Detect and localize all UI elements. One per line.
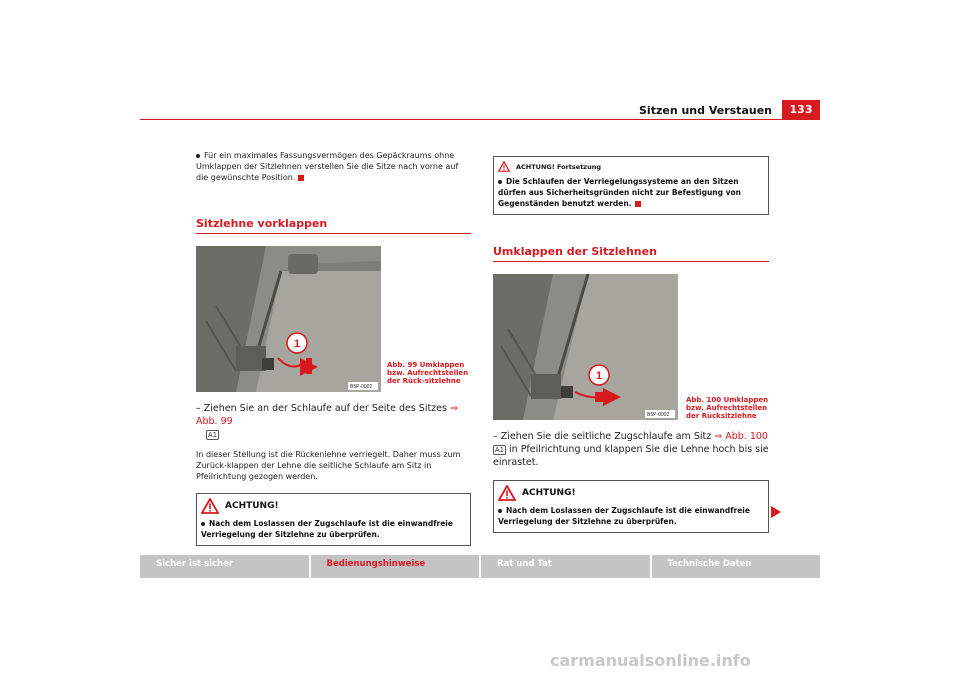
page-header: [140, 100, 820, 120]
figure-100-image: [493, 274, 678, 420]
warning-box-continued: [493, 156, 769, 215]
tab-bedienungshinweise[interactable]: Bedienungshinweise: [311, 555, 480, 578]
tab-sicher-ist-sicher[interactable]: Sicher ist sicher: [140, 555, 309, 578]
right-column: [493, 156, 769, 533]
figure-100-link[interactable]: Abb. 100: [725, 431, 768, 442]
intro-paragraph: [196, 150, 471, 183]
footer-nav: [140, 555, 820, 578]
continue-arrow-icon: [771, 506, 781, 518]
ref-arrow: ⇒: [449, 403, 458, 414]
warning-box-right: [493, 480, 769, 533]
figure-99-caption: Abb. 99 Umklappen bzw. Aufrechtstellen der Rück-sitzlehne: [387, 361, 469, 385]
section-heading-umklappen: Umklappen der Sitzlehnen: [493, 245, 769, 262]
svg-text:1: 1: [293, 338, 301, 350]
tab-technische-daten[interactable]: Technische Daten: [652, 555, 821, 578]
warning-text: Nach dem Loslassen der Zugschlaufe ist die einwandfreie Verriegelung der Sitzlehne zu überprüfen.: [201, 519, 453, 539]
end-mark-icon: [635, 201, 641, 207]
lock-paragraph: In dieser Stellung ist die Rückenlehne verriegelt. Daher muss zum Zurück-klappen der Lehne die seitliche Schlaufe am Sitz in Pfeilrichtung gezogen werden.: [196, 450, 461, 481]
page-title: Sitzen und Verstauen: [639, 104, 772, 117]
figure-99-image: [196, 246, 381, 392]
bullet-icon: [498, 180, 502, 184]
ref-arrow: ⇒: [714, 431, 723, 442]
step-pull-loop: – Ziehen Sie an der Schlaufe auf der Seite des Sitzes ⇒ Abb. 99 A1: [196, 403, 458, 439]
badge-a1: A1: [207, 430, 218, 439]
left-column: [196, 150, 471, 546]
page-number: 133: [782, 100, 820, 120]
warning-text: Nach dem Loslassen der Zugschlaufe ist die einwandfreie Verriegelung der Sitzlehne zu überprüfen.: [498, 506, 750, 526]
end-mark-icon: [298, 175, 304, 181]
bullet-icon: [201, 522, 205, 526]
figure-100-caption: Abb. 100 Umklappen bzw. Aufrechtstellen der Rücksitzlehne: [686, 396, 769, 420]
warning-triangle-icon: [498, 485, 516, 501]
section-heading-sitzlehne-vorklappen: Sitzlehne vorklappen: [196, 217, 471, 234]
svg-text:1: 1: [595, 370, 603, 382]
figure-99-block: [196, 246, 471, 394]
bullet-icon: [196, 154, 200, 158]
svg-text:B5P-0002: B5P-0002: [647, 412, 670, 418]
warning-cont-title: ACHTUNG! Fortsetzung: [498, 161, 764, 172]
figure-100-block: [493, 274, 769, 422]
intro-text: Für ein maximales Fassungsvermögen des Gepäckraums ohne Umklappen der Sitzlehnen verstellen Sie die Sitze nach vorne auf die gewünschte Position.: [196, 151, 459, 182]
warning-triangle-icon: [498, 161, 510, 172]
badge-a1: A1: [494, 445, 505, 454]
warning-title: ACHTUNG!: [201, 498, 466, 514]
watermark: carmanualsonline.info: [550, 651, 751, 670]
header-rule: [140, 119, 820, 120]
warning-title: ACHTUNG!: [498, 485, 764, 501]
seat-illustration-icon: [493, 274, 678, 420]
warning-triangle-icon: [201, 498, 219, 514]
figure-99-link[interactable]: Abb. 99: [196, 416, 233, 427]
svg-text:B5P-0002: B5P-0002: [350, 384, 373, 390]
bullet-icon: [498, 509, 502, 513]
warning-cont-text: Die Schlaufen der Verriegelungssysteme an den Sitzen dürfen aus Sicherheitsgründen nicht zur Befestigung von Gegenständen benutzt werden.: [498, 177, 742, 208]
seat-illustration-icon: [196, 246, 381, 392]
tab-rat-und-tat[interactable]: Rat und Tat: [481, 555, 650, 578]
warning-box-left: [196, 493, 471, 546]
step-pull-side-loop: – Ziehen Sie die seitliche Zugschlaufe am Sitz ⇒ Abb. 100 A1 in Pfeilrichtung und klappen Sie die Lehne hoch bis sie einrastet.: [493, 431, 769, 468]
